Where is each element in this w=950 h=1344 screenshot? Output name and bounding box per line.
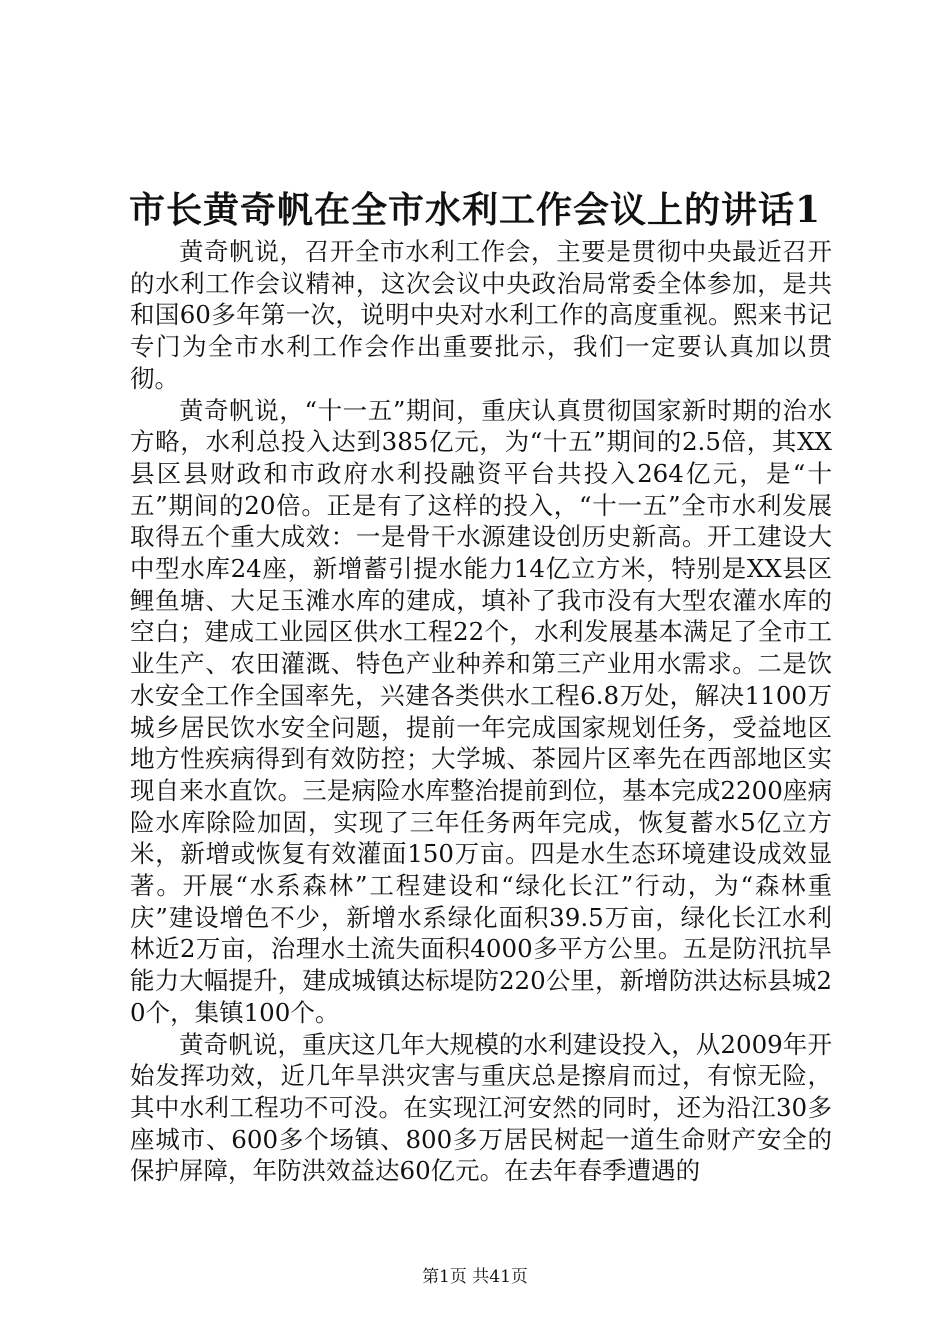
paragraph-2: 黄奇帆说，“十一五”期间，重庆认真贯彻国家新时期的治水方略，水利总投入达到385亿元，为“十五”期间的2.5倍，其XX县区县财政和市政府水利投融资平台共投入264亿元，是“十五”期间的20倍。正是有了这样的投入，“十一五”全市水利发展取得五个重大成效：一是骨干水源建设创历史新高。开工建设大中型水库24座，新增蓄引提水能力14亿立方米，特别是XX县区鲤鱼塘、大足玉滩水库的建成，填补了我市没有大型农灌水库的空白；建成工业园区供水工程22个，水利发展基本满足了全市工业生产、农田灌溉、特色产业种养和第三产业用水需求。二是饮水安全工作全国率先，兴建各类供水工程6.8万处，解决1100万城乡居民饮水安全问题，提前一年完成国家规划任务，受益地区地方性疾病得到有效防控；大学城、茶园片区率先在西部地区实现自来水直饮。三是病险水库整治提前到位，基本完成2200座病险水库除险加固，实现了三年任务两年完成，恢复蓄水5亿立方米，新增或恢复有效灌面150万亩。四是水生态环境建设成效显著。开展“水系森林”工程建设和“绿化长江”行动，为“森林重庆”建设增色不少，新增水系绿化面积39.5万亩，绿化长江水利林近2万亩，治理水土流失面积4000多平方公里。五是防汛抗旱能力大幅提升，建成城镇达标堤防220公里，新增防洪达标县城20个，集镇100个。: [130, 395, 832, 1027]
document-body: [130, 236, 832, 1187]
paragraph-3: 黄奇帆说，重庆这几年大规模的水利建设投入，从2009年开始发挥功效，近几年旱洪灾害与重庆总是擦肩而过，有惊无险，其中水利工程功不可没。在实现江河安然的同时，还为沿江30多座城市、600多个场镇、800多万居民树起一道生命财产安全的保护屏障，年防洪效益达60亿元。在去年春季遭遇的: [130, 1029, 832, 1186]
page-footer: 第1页 共41页: [422, 1267, 528, 1287]
document-title: 市长黄奇帆在全市水利工作会议上的讲话1: [128, 189, 822, 231]
paragraph-1: 黄奇帆说，召开全市水利工作会，主要是贯彻中央最近召开的水利工作会议精神，这次会议中央政治局常委全体参加，是共和国60多年第一次，说明中央对水利工作的高度重视。熙来书记专门为全市水利工作会作出重要批示，我们一定要认真加以贯彻。: [130, 237, 832, 393]
